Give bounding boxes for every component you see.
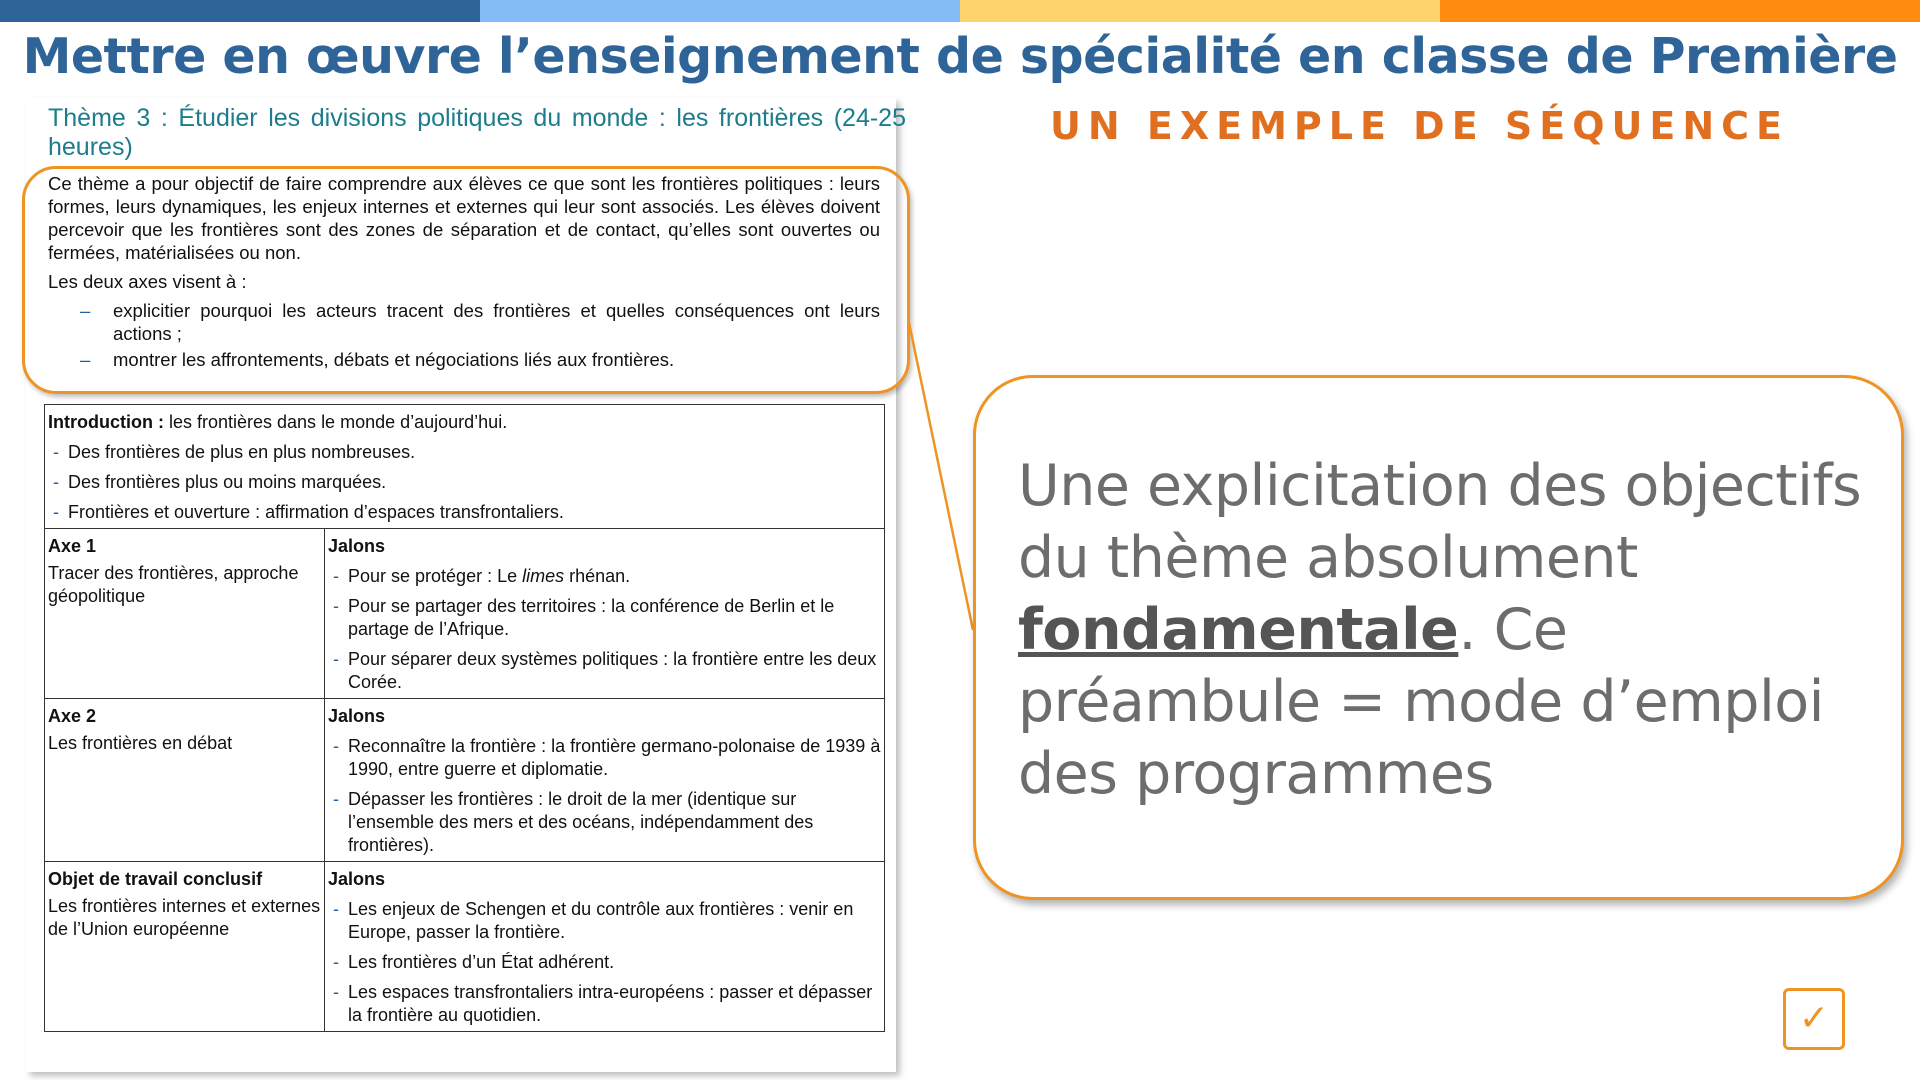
preamble-paragraph: Ce thème a pour objectif de faire comprendre aux élèves ce que sont les frontières politiques : leurs formes, leurs dynamiques, les enjeux internes et externes qui leur sont associés. Les élèves doivent percevoir que les frontières sont des zones de séparation et de contact, qu’elles sont ouvertes ou fermées, matérialisées ou non. (48, 173, 880, 263)
dash-bullet-icon: - (333, 899, 339, 919)
axis-cell: Axe 2 Les frontières en débat (45, 699, 325, 862)
list-item: - Dépasser les frontières : le droit de la mer (identique sur l’ensemble des mers et des océans, indépendamment des frontières). (333, 789, 814, 855)
callout-emphasis: fondamentale (1018, 597, 1459, 663)
page-title: Mettre en œuvre l’enseignement de spécialité en classe de Première (22, 28, 1898, 85)
dash-bullet-icon: - (333, 566, 339, 586)
list-item: - Les enjeux de Schengen et du contrôle aux frontières : venir en Europe, passer la frontière. (333, 899, 854, 942)
list-item: - Des frontières de plus en plus nombreuses. (53, 442, 416, 462)
list-item: - Frontières et ouverture : affirmation d’espaces transfrontaliers. (53, 502, 564, 522)
intro-cell: Introduction : les frontières dans le monde d’aujourd’hui. - Des frontières de plus en plus nombreuses. - Des frontières plus ou moins marquées. - Frontières et ouverture : affirmation d’espaces transfrontaliers. (45, 405, 885, 529)
list-item: - Les frontières d’un État adhérent. (333, 952, 615, 972)
program-table (44, 404, 885, 1032)
page-subtitle: UN EXEMPLE DE SÉQUENCE (1050, 104, 1789, 148)
jalons-cell: Jalons - Pour se protéger : Le limes rhénan. - Pour se partager des territoires : la conférence de Berlin et le partage de l’Afrique. - Pour séparer deux systèmes politiques : la frontière entre les deux Corée. (325, 529, 885, 699)
axis-cell: Objet de travail conclusif Les frontières internes et externes de l’Union européenne (45, 862, 325, 1032)
callout-text: Une explicitation des objectifs du thème absolument fondamentale. Ce préambule = mode d’emploi des programmes (1018, 453, 1862, 807)
preamble-highlight-frame (22, 166, 910, 394)
list-item: - Reconnaître la frontière : la frontière germano-polonaise de 1939 à 1990, entre guerre et diplomatie. (333, 736, 881, 779)
list-item: - Les espaces transfrontaliers intra-européens : passer et dépasser la frontière au quotidien. (333, 982, 873, 1025)
axes-list-item: – montrer les affrontements, débats et négociations liés aux frontières. (80, 349, 675, 370)
dash-bullet-icon: – (80, 300, 91, 321)
table-row (45, 862, 885, 1032)
bar-segment-3 (960, 0, 1440, 22)
table-row (45, 529, 885, 699)
dash-bullet-icon: - (53, 472, 59, 492)
top-color-bar (0, 0, 1920, 22)
table-row (45, 405, 885, 529)
list-item: - Pour se partager des territoires : la conférence de Berlin et le partage de l’Afrique. (333, 596, 835, 639)
axes-lead: Les deux axes visent à : (48, 271, 247, 292)
bar-segment-1 (0, 0, 480, 22)
theme-title: Thème 3 : Étudier les divisions politiques du monde : les frontières (24-25 heures) (48, 104, 906, 161)
dash-bullet-icon: - (333, 596, 339, 616)
list-item: - Des frontières plus ou moins marquées. (53, 472, 387, 492)
axes-list-item: – explicitier pourquoi les acteurs tracent des frontières et quelles conséquences ont leurs actions ; (80, 300, 880, 344)
dash-bullet-icon: - (333, 952, 339, 972)
bar-segment-4 (1440, 0, 1920, 22)
table-row (45, 699, 885, 862)
dash-bullet-icon: - (333, 789, 339, 809)
list-item: - Pour se protéger : Le limes rhénan. (333, 566, 631, 586)
axis-cell: Axe 1 Tracer des frontières, approche géopolitique (45, 529, 325, 699)
bar-segment-2 (480, 0, 960, 22)
check-icon[interactable]: ✓ (1783, 988, 1845, 1050)
dash-bullet-icon: - (53, 502, 59, 522)
dash-bullet-icon: - (333, 982, 339, 1002)
dash-bullet-icon: - (53, 442, 59, 462)
list-item: - Pour séparer deux systèmes politiques : la frontière entre les deux Corée. (333, 649, 877, 692)
jalons-cell: Jalons - Les enjeux de Schengen et du contrôle aux frontières : venir en Europe, passer la frontière. - Les frontières d’un État adhérent. - Les espaces transfrontaliers intra-européens : passer et dépasser la frontière au quotidien. (325, 862, 885, 1032)
dash-bullet-icon: - (333, 649, 339, 669)
jalons-cell: Jalons - Reconnaître la frontière : la frontière germano-polonaise de 1939 à 1990, entre guerre et diplomatie. - Dépasser les frontières : le droit de la mer (identique sur l’ensemble des mers et des océans, indépendamment des frontières). (325, 699, 885, 862)
dash-bullet-icon: - (333, 736, 339, 756)
dash-bullet-icon: – (80, 349, 91, 370)
